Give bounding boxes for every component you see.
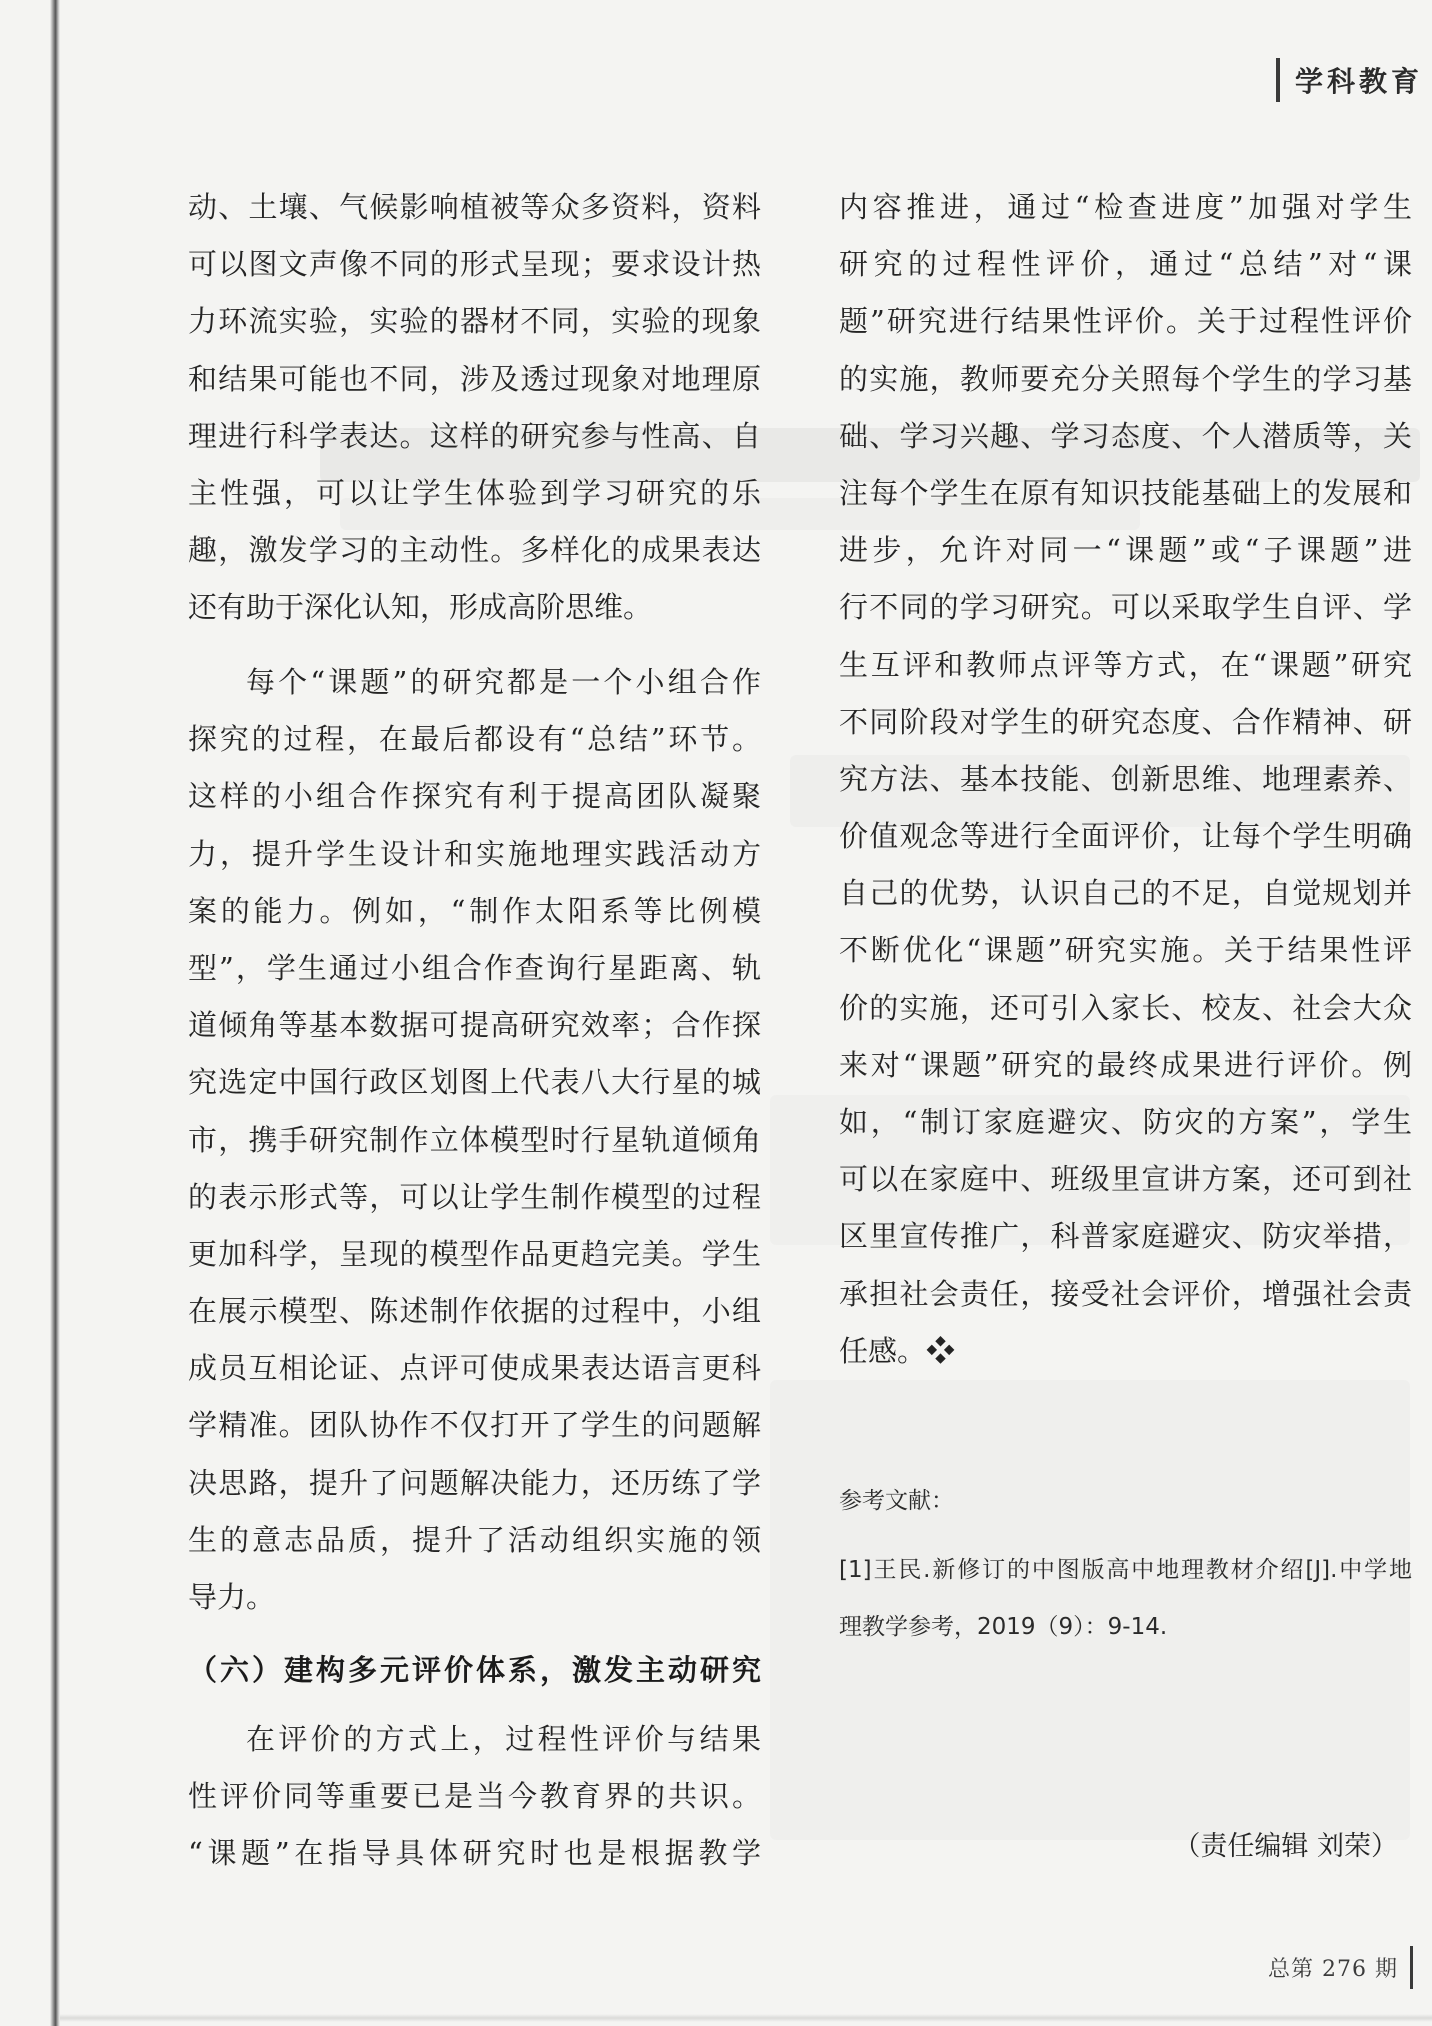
body-text-line: 行不同的学习研究。可以采取学生自评、学 [839, 590, 1412, 625]
body-text-line: 来对“课题”研究的最终成果进行评价。例 [839, 1047, 1412, 1082]
body-text-line: 内容推进，通过“检查进度”加强对学生 [839, 190, 1412, 224]
section-title: 学科教育 [1295, 65, 1424, 98]
references-title: 参考文献： [839, 1488, 954, 1514]
body-text-line: 理进行科学表达。这样的研究参与性高、自 [188, 418, 761, 453]
body-text-line: 探究的过程，在最后都设有“总结”环节。 [188, 722, 761, 757]
body-text-line: 不同阶段对学生的研究态度、合作精神、研 [839, 704, 1412, 739]
body-text-line: 区里宣传推广，科普家庭避灾、防灾举措， [839, 1219, 1412, 1254]
body-text-line: 导力。 [188, 1580, 276, 1614]
reference-line: [1]王民.新修订的中图版高中地理教材介绍[J].中学地 [839, 1557, 1412, 1583]
body-text-line: 可以图文声像不同的形式呈现；要求设计热 [188, 247, 761, 282]
body-text-line: 不断优化“课题”研究实施。关于结果性评 [839, 933, 1412, 968]
scan-page-edge-bottom [60, 2014, 1432, 2022]
body-text-line: 承担社会责任，接受社会评价，增强社会责 [839, 1276, 1412, 1311]
body-text-line: 价值观念等进行全面评价，让每个学生明确 [839, 819, 1412, 854]
body-text-line: 性评价同等重要已是当今教育界的共识。 [188, 1779, 761, 1814]
body-text-line: 的表示形式等，可以让学生制作模型的过程 [188, 1179, 761, 1214]
issue-number: 总第 276 期 [1268, 1957, 1398, 1982]
body-text-line: 础、学习兴趣、学习态度、个人潜质等，关 [839, 418, 1412, 453]
body-text-line: 和结果可能也不同，涉及透过现象对地理原 [188, 361, 761, 396]
body-text-line: 自己的优势，认识自己的不足，自觉规划并 [839, 876, 1412, 911]
reference-line: 理教学参考，2019（9）：9-14. [839, 1614, 1168, 1641]
body-text-line: 任感。❖ [839, 1333, 956, 1368]
body-text-line: 市，携手研究制作立体模型时行星轨道倾角 [188, 1122, 761, 1157]
footer-divider [1410, 1946, 1413, 1989]
body-text-line: 的实施，教师要充分关照每个学生的学习基 [839, 361, 1412, 396]
body-text-line: 趣，激发学习的主动性。多样化的成果表达 [188, 533, 761, 568]
body-text-line: 更加科学，呈现的模型作品更趋完美。学生 [188, 1236, 761, 1271]
body-paragraph [839, 179, 1412, 1380]
body-text-line: 价的实施，还可引入家长、校友、社会大众 [839, 990, 1412, 1025]
body-text-line: 道倾角等基本数据可提高研究效率；合作探 [188, 1008, 761, 1043]
body-text-line: 题”研究进行结果性评价。关于过程性评价 [839, 304, 1412, 339]
body-text-line: 案的能力。例如，“制作太阳系等比例模 [188, 893, 761, 928]
editor-credit: （责任编辑 刘荣） [1173, 1831, 1398, 1862]
body-paragraph [188, 179, 761, 637]
body-text-line: 动、土壤、气候影响植被等众多资料，资料 [188, 190, 761, 224]
body-text-line: 究方法、基本技能、创新思维、地理素养、 [839, 761, 1412, 796]
body-text-line: 还有助于深化认知，形成高阶思维。 [188, 590, 653, 625]
body-text-line: 可以在家庭中、班级里宣讲方案，还可到社 [839, 1162, 1412, 1197]
body-text-line: 型”，学生通过小组合作查询行星距离、轨 [188, 950, 761, 985]
body-paragraph [188, 654, 761, 1626]
body-text-line: 进步，允许对同一“课题”或“子课题”进 [839, 533, 1412, 568]
body-text-line: 生互评和教师点评等方式，在“课题”研究 [839, 647, 1412, 682]
body-text-line: 这样的小组合作探究有利于提高团队凝聚 [188, 779, 761, 814]
body-text-line: 生的意志品质，提升了活动组织实施的领 [188, 1522, 761, 1557]
body-text-line: 在展示模型、陈述制作依据的过程中，小组 [188, 1294, 761, 1329]
body-text-line: 在评价的方式上，过程性评价与结果 [246, 1722, 761, 1756]
body-text-line: 力环流实验，实验的器材不同，实验的现象 [188, 304, 761, 339]
header-divider [1276, 58, 1280, 102]
body-text-line: 学精准。团队协作不仅打开了学生的问题解 [188, 1408, 761, 1443]
body-text-line: 主性强，可以让学生体验到学习研究的乐 [188, 475, 761, 510]
reference-item [839, 1542, 1412, 1656]
scan-page-edge-left [50, 0, 60, 2026]
body-text-line: “课题”在指导具体研究时也是根据教学 [188, 1836, 761, 1871]
section-heading: （六）建构多元评价体系，激发主动研究 [188, 1653, 761, 1687]
running-header [1276, 58, 1423, 102]
body-text-line: 注每个学生在原有知识技能基础上的发展和 [839, 475, 1412, 510]
body-text-line: 如，“制订家庭避灾、防灾的方案”，学生 [839, 1105, 1412, 1139]
body-text-line: 力，提升学生设计和实施地理实践活动方 [188, 836, 761, 871]
body-text-line: 每个“课题”的研究都是一个小组合作 [246, 665, 761, 699]
body-text-line: 成员互相论证、点评可使成果表达语言更科 [188, 1351, 761, 1386]
body-text-line: 究选定中国行政区划图上代表八大行星的城 [188, 1065, 761, 1100]
body-text-line: 决思路，提升了问题解决能力，还历练了学 [188, 1465, 761, 1500]
body-text-line: 研究的过程性评价，通过“总结”对“课 [839, 247, 1412, 282]
body-paragraph [188, 1711, 761, 1883]
